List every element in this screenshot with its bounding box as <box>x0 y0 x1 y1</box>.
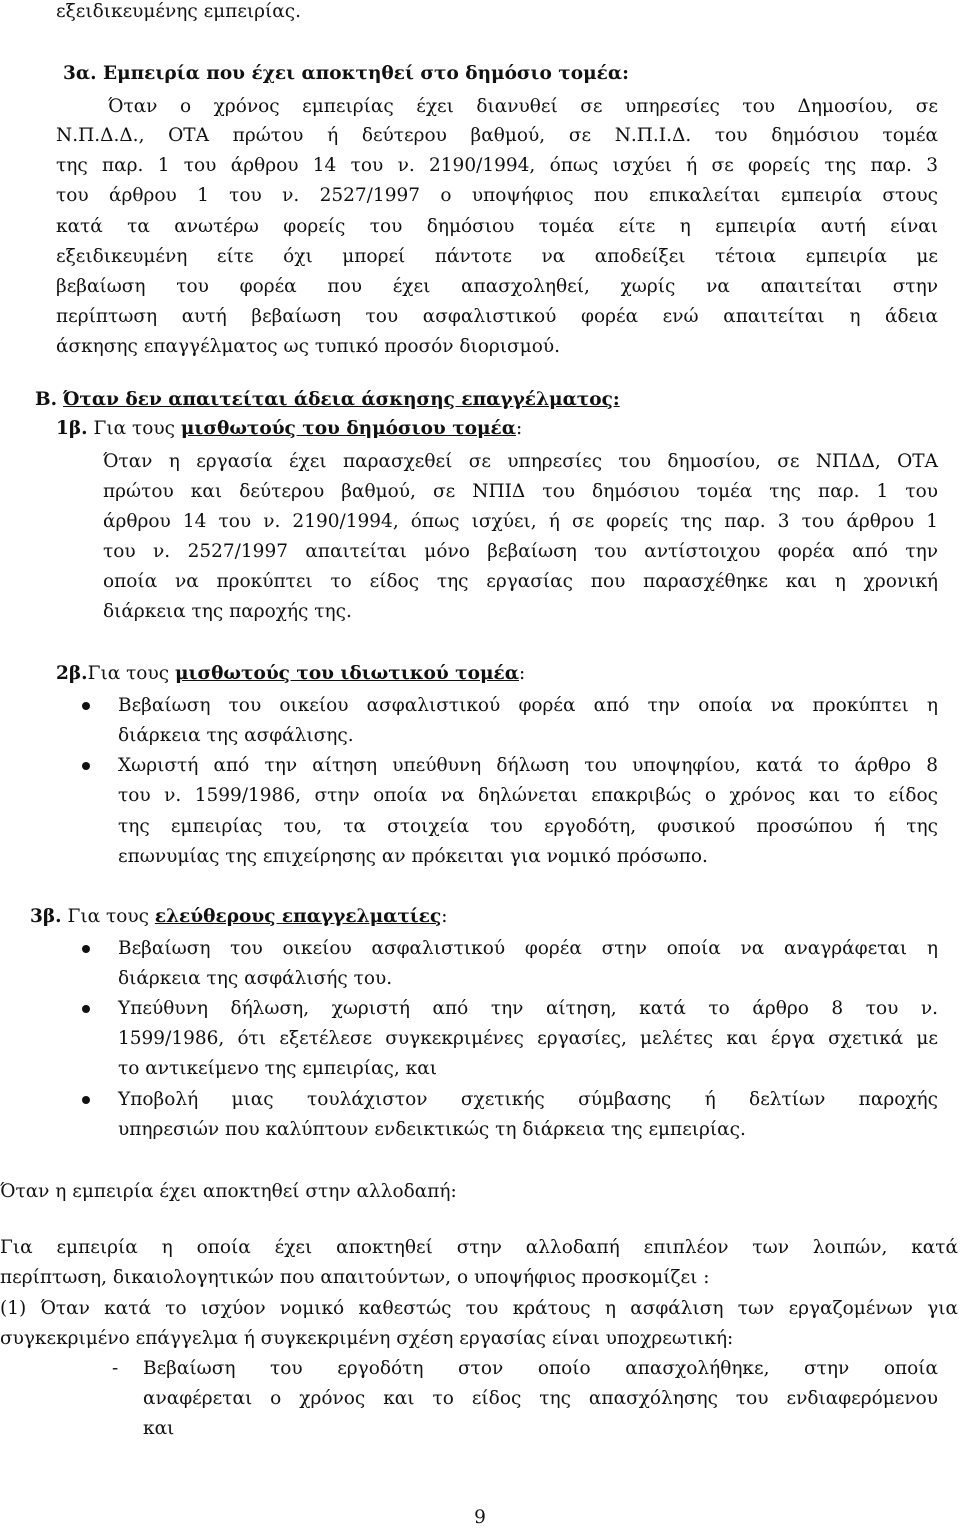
bullet-icon <box>82 945 90 953</box>
bullet-icon <box>82 1005 90 1013</box>
s3a-line: κατά τα ανωτέρω φορείς του δημόσιου τομέα είτε η εμπειρία αυτή είναι <box>56 216 938 237</box>
s3a-line: εξειδικευμένη είτε όχι μπορεί πάντοτε να αποδείξει τέτοια εμπειρία με <box>56 246 938 267</box>
section-2b-bold: μισθωτούς του ιδιωτικού τομέα <box>174 663 519 684</box>
abroad-line: Για εμπειρία η οποία έχει αποκτηθεί στην αλλοδαπή επιπλέον των λοιπών, κατά <box>0 1237 958 1258</box>
s3a-line: του άρθρου 1 του ν. 2527/1997 ο υποψήφιος που επικαλείται εμπειρία στους <box>56 185 938 206</box>
s3b-bullet-line: διάρκεια της ασφάλισής του. <box>118 968 393 989</box>
section-1b-intro: Για τους <box>93 418 175 439</box>
abroad-line: περίπτωση, δικαιολογητικών που απαιτούντων, ο υποψήφιος προσκομίζει : <box>0 1267 710 1288</box>
section-2b-colon: : <box>518 663 526 684</box>
section-2b-number: 2β. <box>56 663 88 684</box>
s3b-bullet-line: Βεβαίωση του οικείου ασφαλιστικού φορέα στην οποία να αναγράφεται η <box>118 938 938 959</box>
s3a-line: βεβαίωση του φορέα που έχει απασχοληθεί, χωρίς να απαιτείται στην <box>56 276 938 297</box>
s2b-bullet-line: διάρκεια της ασφάλισης. <box>118 725 354 746</box>
bullet-icon <box>82 762 90 770</box>
section-1b-number: 1β. <box>56 418 88 439</box>
page-number: 9 <box>474 1507 486 1528</box>
section-b-label: Β. <box>35 389 58 410</box>
s1b-line: οποία να προκύπτει το είδος της εργασίας που παρασχέθηκε και η χρονική <box>103 571 938 592</box>
s3a-line: Όταν ο χρόνος εμπειρίας έχει διανυθεί σε υπηρεσίες του Δημοσίου, σε <box>108 96 938 117</box>
bullet-icon <box>82 702 90 710</box>
section-1b-bold: μισθωτούς του δημόσιου τομέα <box>180 418 517 439</box>
s3a-line: Ν.Π.Δ.Δ., ΟΤΑ πρώτου ή δεύτερου βαθμού, σε Ν.Π.Ι.Δ. του δημόσιου τομέα <box>56 125 938 146</box>
s1b-line: Όταν η εργασία έχει παρασχεθεί σε υπηρεσίες του δημοσίου, σε ΝΠΔΔ, ΟΤΑ <box>103 451 938 472</box>
section-b-heading: Όταν δεν απαιτείται άδεια άσκησης επαγγέλματος: <box>63 389 620 410</box>
s2b-bullet-line: Χωριστή από την αίτηση υπεύθυνη δήλωση του υποψηφίου, κατά το άρθρο 8 <box>118 755 938 776</box>
section-3b-number: 3β. <box>30 906 62 927</box>
section-2b-intro: Για τους <box>87 663 170 684</box>
s3a-line: άσκησης επαγγέλματος ως τυπικό προσόν διορισμού. <box>56 336 560 357</box>
section-3b-bold: ελεύθερους επαγγελματίες <box>154 906 442 927</box>
s1b-line: του ν. 2527/1997 απαιτείται μόνο βεβαίωση του αντίστοιχου φορέα από την <box>103 541 938 562</box>
abroad-dash-line: και <box>143 1418 175 1439</box>
abroad-line: συγκεκριμένο επάγγελμα ή συγκεκριμένη σχέση εργασίας είναι υποχρεωτική: <box>0 1328 734 1349</box>
section-3b-intro: Για τους <box>67 906 149 927</box>
abroad-dash-line: αναφέρεται ο χρόνος και το είδος της απασχόλησης του ενδιαφερόμενου <box>143 1388 938 1409</box>
s1b-line: διάρκεια της παροχής της. <box>103 601 352 622</box>
s3b-bullet-line: Υποβολή μιας τουλάχιστον σχετικής σύμβασης ή δελτίων παροχής <box>118 1089 938 1110</box>
s3b-bullet-line: 1599/1986, ότι εξετέλεσε συγκεκριμένες εργασίες, μελέτες και έργα σχετικά με <box>118 1028 938 1049</box>
s3b-bullet-line: Υπεύθυνη δήλωση, χωριστή από την αίτηση, κατά το άρθρο 8 του ν. <box>118 998 938 1019</box>
abroad-line: (1) Όταν κατά το ισχύον νομικό καθεστώς του κράτους η ασφάλιση των εργαζομένων για <box>0 1298 958 1319</box>
section-2b-heading <box>56 662 525 686</box>
section-3b-colon: : <box>441 906 448 927</box>
s2b-bullet-line: επωνυμίας της επιχείρησης αν πρόκειται για νομικό πρόσωπο. <box>118 846 708 867</box>
s3b-bullet-line: το αντικείμενο της εμπειρίας, και <box>118 1058 437 1079</box>
s3a-line: της παρ. 1 του άρθρου 14 του ν. 2190/1994, όπως ισχύει ή σε φορείς της παρ. 3 <box>56 155 938 176</box>
section-3a-heading: 3α. Εμπειρία που έχει αποκτηθεί στο δημόσιο τομέα: <box>63 63 629 84</box>
section-3b-heading <box>30 905 448 929</box>
s3b-bullet-line: υπηρεσιών που καλύπτουν ενδεικτικώς τη διάρκεια της εμπειρίας. <box>118 1119 746 1140</box>
abroad-heading: Όταν η εμπειρία έχει αποκτηθεί στην αλλοδαπή: <box>0 1181 457 1202</box>
s1b-line: πρώτου και δεύτερου βαθμού, σε ΝΠΙΔ του δημόσιου τομέα της παρ. 1 του <box>103 481 938 502</box>
s1b-line: άρθρου 14 του ν. 2190/1994, όπως ισχύει, ή σε φορείς της παρ. 3 του άρθρου 1 <box>103 511 938 532</box>
s2b-bullet-line: Βεβαίωση του οικείου ασφαλιστικού φορέα από την οποία να προκύπτει η <box>118 695 938 716</box>
s2b-bullet-line: της εμπειρίας του, τα στοιχεία του εργοδότη, φυσικού προσώπου ή της <box>118 816 938 837</box>
top-fragment: εξειδικευμένης εμπειρίας. <box>56 1 302 22</box>
abroad-dash-line: Βεβαίωση του εργοδότη στον οποίο απασχολήθηκε, στην οποία <box>143 1358 938 1379</box>
section-1b-colon: : <box>516 418 523 439</box>
s3a-line: περίπτωση αυτή βεβαίωση του ασφαλιστικού φορέα ενώ απαιτείται η άδεια <box>56 306 938 327</box>
dash-marker: - <box>112 1358 119 1379</box>
s2b-bullet-line: του ν. 1599/1986, στην οποία να δηλώνεται επακριβώς ο χρόνος και το είδος <box>118 785 938 806</box>
bullet-icon <box>82 1096 90 1104</box>
section-1b-heading <box>56 417 522 441</box>
